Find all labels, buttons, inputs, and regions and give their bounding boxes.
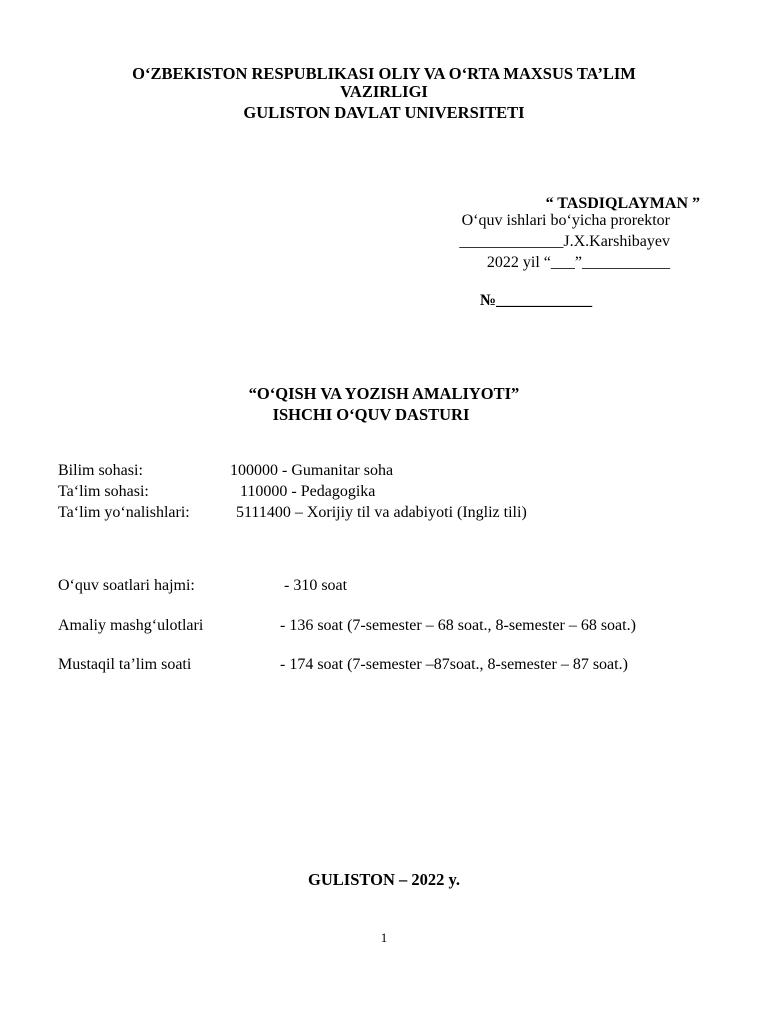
total-hours-label: O‘quv soatlari hajmi: (58, 577, 195, 594)
bilim-sohasi-label: Bilim sohasi: (58, 462, 143, 479)
approval-signature-line: _____________J.X.Karshibayev (459, 233, 670, 250)
talim-yonalishi-value: 5111400 – Xorijiy til va adabiyoti (Ingliz tili) (236, 504, 527, 521)
approval-title: “ TASDIQLAYMAN ” (545, 195, 700, 212)
practice-hours-label: Amaliy mashg‘ulotlari (58, 617, 204, 634)
footer-city-year: GULISTON – 2022 y. (308, 870, 460, 889)
self-study-hours-label: Mustaqil ta’lim soati (58, 656, 192, 673)
talim-sohasi-value: 110000 - Pedagogika (240, 483, 376, 500)
page-number: 1 (380, 930, 388, 945)
approval-date-line: 2022 yil “___”___________ (486, 254, 670, 271)
ministry-name-line1: O‘ZBEKISTON RESPUBLIKASI OLIY VA O‘RTA MAXSUS TA’LIM (132, 64, 636, 83)
program-subtitle: ISHCHI O‘QUV DASTURI (272, 405, 470, 424)
self-study-hours-value: - 174 soat (7-semester –87soat., 8-semester – 87 soat.) (280, 656, 628, 673)
talim-sohasi-label: Ta‘lim sohasi: (58, 483, 149, 500)
bilim-sohasi-value: 100000 - Gumanitar soha (230, 462, 394, 479)
approval-number-line: №____________ (480, 292, 593, 309)
ministry-name-line2: VAZIRLIGI (340, 82, 428, 101)
university-name: GULISTON DAVLAT UNIVERSITETI (243, 103, 525, 122)
approval-role: O‘quv ishlari bo‘yicha prorektor (461, 212, 670, 229)
program-title: “O‘QISH VA YOZISH AMALIYOTI” (248, 384, 520, 403)
practice-hours-value: - 136 soat (7-semester – 68 soat., 8-semester – 68 soat.) (280, 617, 636, 634)
talim-yonalishi-label: Ta‘lim yo‘nalishlari: (58, 504, 190, 521)
total-hours-value: - 310 soat (284, 577, 348, 594)
